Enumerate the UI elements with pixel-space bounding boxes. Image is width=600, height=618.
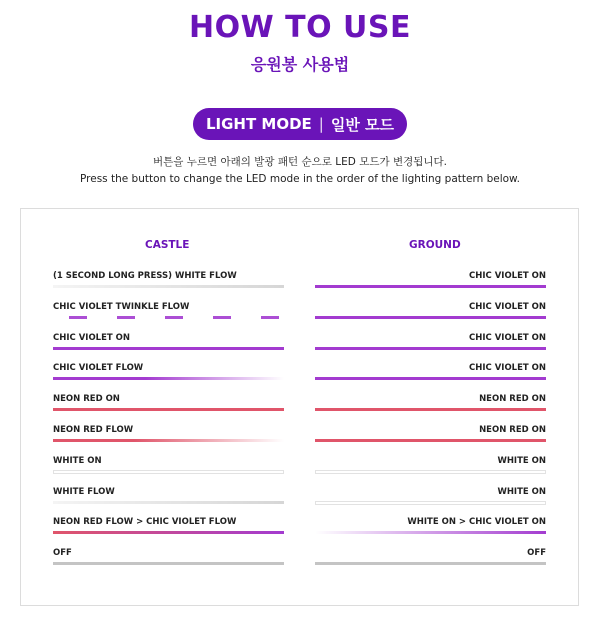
led-pattern-bar — [53, 316, 284, 319]
led-pattern-bar — [315, 531, 546, 534]
mode-label: (1 SECOND LONG PRESS) WHITE FLOW — [53, 271, 237, 281]
castle-mode-item — [53, 332, 284, 344]
castle-mode-item — [53, 393, 284, 405]
description-korean: 버튼을 누르면 아래의 발광 패턴 순으로 LED 모드가 변경됩니다. — [152, 156, 448, 168]
mode-label: CHIC VIOLET ON — [469, 301, 546, 312]
mode-label: OFF — [53, 548, 72, 559]
led-pattern-bar — [315, 562, 546, 565]
mode-label: WHITE ON — [497, 486, 546, 497]
mode-label: WHITE ON — [497, 455, 546, 466]
castle-mode-item — [53, 547, 284, 559]
castle-mode-item — [53, 362, 284, 374]
led-pattern-bar — [315, 285, 546, 288]
mode-label: CHIC VIOLET TWINKLE FLOW — [53, 301, 190, 312]
castle-mode-item — [53, 270, 284, 282]
mode-label: NEON RED FLOW > CHIC VIOLET FLOW — [53, 517, 237, 528]
mode-label: WHITE ON > CHIC VIOLET ON — [407, 517, 546, 528]
light-mode-panel — [20, 208, 579, 606]
mode-separator: | — [318, 115, 324, 133]
ground-mode-item — [315, 362, 546, 374]
mode-label: CHIC VIOLET ON — [53, 332, 130, 343]
ground-mode-item — [315, 547, 546, 559]
mode-label: WHITE ON — [53, 455, 102, 466]
led-pattern-bar — [315, 439, 546, 442]
castle-heading: CASTLE — [145, 239, 190, 251]
ground-mode-item — [315, 424, 546, 436]
mode-label: CHIC VIOLET ON — [469, 363, 546, 374]
ground-mode-item — [315, 332, 546, 344]
led-pattern-bar — [315, 316, 546, 319]
led-pattern-bar — [53, 562, 284, 565]
ground-mode-item — [315, 393, 546, 405]
led-pattern-bar — [315, 347, 546, 350]
light-mode-badge — [193, 108, 407, 140]
castle-mode-item — [53, 486, 284, 498]
led-pattern-bar — [53, 501, 284, 504]
mode-label: WHITE FLOW — [53, 486, 115, 497]
led-pattern-bar — [53, 531, 284, 534]
ground-heading: GROUND — [409, 239, 461, 251]
castle-mode-item — [53, 424, 284, 436]
led-pattern-bar — [315, 501, 546, 505]
mode-label: NEON RED ON — [53, 394, 120, 405]
mode-label: NEON RED ON — [479, 394, 546, 405]
castle-mode-item — [53, 516, 284, 528]
led-pattern-bar — [315, 408, 546, 411]
mode-label: CHIC VIOLET FLOW — [53, 363, 144, 374]
led-pattern-bar — [315, 470, 546, 474]
ground-mode-item — [315, 516, 546, 528]
mode-label: CHIC VIOLET ON — [469, 271, 546, 281]
led-pattern-bar — [53, 470, 284, 474]
page-subtitle: 응원봉 사용법 — [250, 55, 350, 74]
mode-label: NEON RED FLOW — [53, 425, 134, 435]
castle-mode-item — [53, 455, 284, 467]
mode-label-ko: 일반 모드 — [330, 115, 395, 134]
castle-mode-item — [53, 301, 284, 313]
mode-label: NEON RED ON — [479, 425, 546, 435]
led-pattern-bar — [315, 377, 546, 380]
led-pattern-bar — [53, 408, 284, 411]
ground-mode-item — [315, 301, 546, 313]
ground-mode-item — [315, 455, 546, 467]
mode-label: OFF — [527, 548, 546, 559]
led-pattern-bar — [53, 347, 284, 350]
page-title: HOW TO USE — [188, 10, 412, 45]
led-pattern-bar — [53, 377, 284, 380]
ground-mode-item — [315, 486, 546, 498]
ground-mode-item — [315, 270, 546, 282]
led-pattern-bar — [53, 285, 284, 288]
led-pattern-bar — [53, 439, 284, 442]
mode-label: CHIC VIOLET ON — [469, 332, 546, 343]
description-english: Press the button to change the LED mode in the order of the lighting pattern below. — [80, 173, 520, 185]
mode-label-en: LIGHT MODE — [205, 115, 312, 133]
